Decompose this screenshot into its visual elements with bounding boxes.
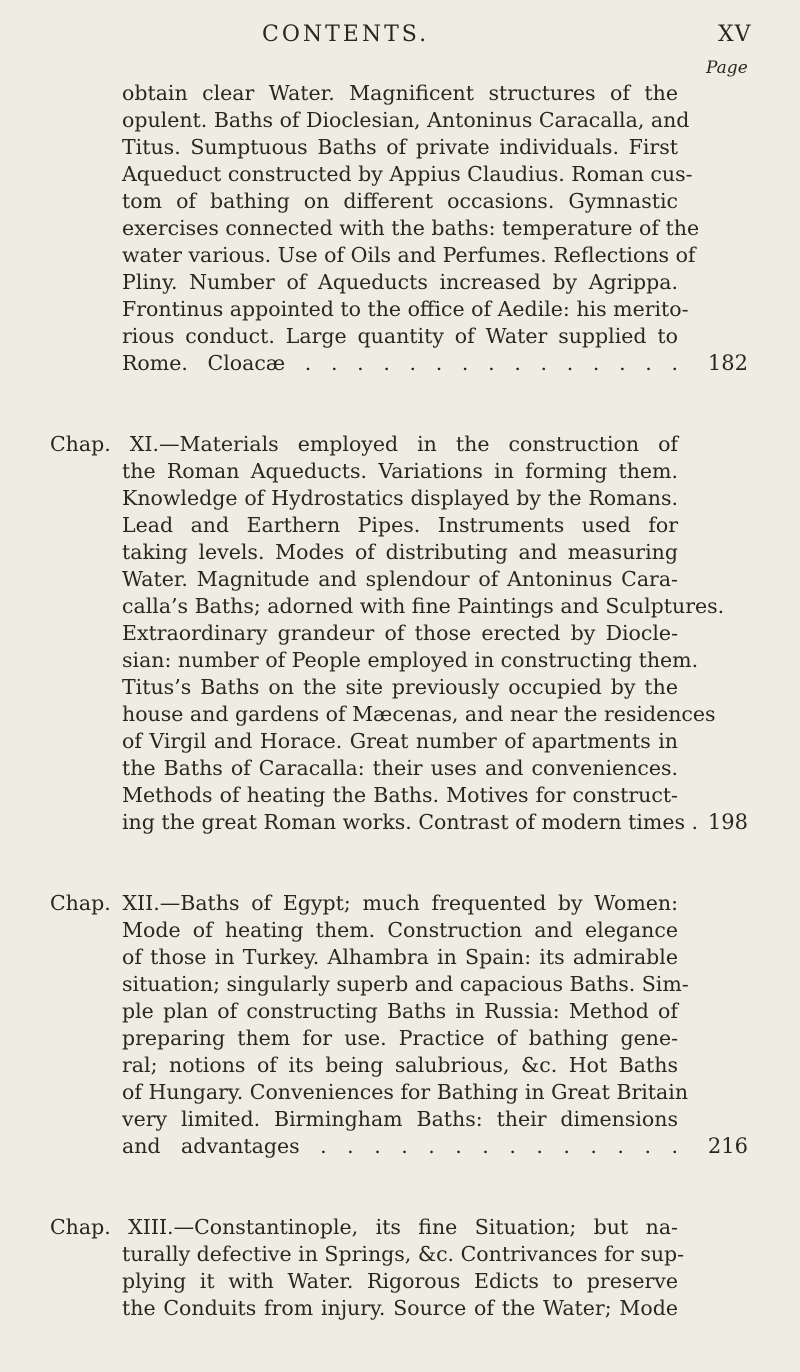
entry-line: the Baths of Caracalla: their uses and conveniences. <box>122 756 678 780</box>
entry-line: rious conduct. Large quantity of Water supplied to <box>122 324 678 348</box>
entry-line: of Virgil and Horace. Great number of apartments in <box>122 729 678 753</box>
entry-line: obtain clear Water. Magnificent structures of the <box>122 81 678 105</box>
running-head-page-number: XV <box>718 22 752 47</box>
entry-line: Pliny. Number of Aqueducts increased by Agrippa. <box>122 270 678 294</box>
entry-line: Chap. XII.—Baths of Egypt; much frequented by Women: <box>50 891 678 915</box>
entry-line: water various. Use of Oils and Perfumes. Reflections of <box>122 243 696 267</box>
entry-line: tom of bathing on different occasions. Gymnastic <box>122 189 678 213</box>
entry-line: Water. Magnitude and splendour of Antoninus Cara- <box>122 567 678 591</box>
entry-line: Mode of heating them. Construction and elegance <box>122 918 678 942</box>
running-head-title: CONTENTS. <box>262 22 430 47</box>
entry-page-number: 198 <box>707 810 748 834</box>
entry-line: the Roman Aqueducts. Variations in forming them. <box>122 459 678 483</box>
entry-line: opulent. Baths of Dioclesian, Antoninus Caracalla, and <box>122 108 690 132</box>
entry-line: sian: number of People employed in constructing them. <box>122 648 699 672</box>
entry-line: exercises connected with the baths: temperature of the <box>122 216 700 240</box>
entry-line: Chap. XI.—Materials employed in the construction of <box>50 432 678 456</box>
entry-line: of those in Turkey. Alhambra in Spain: its admirable <box>122 945 678 969</box>
entry-line: house and gardens of Mæcenas, and near the residences <box>122 702 716 726</box>
entry-line: Titus’s Baths on the site previously occupied by the <box>122 675 678 699</box>
entry-line: calla’s Baths; adorned with fine Paintings and Sculptures. <box>122 594 725 618</box>
entry-line: plying it with Water. Rigorous Edicts to preserve <box>122 1269 678 1293</box>
running-head <box>0 22 800 52</box>
entry-line: Extraordinary grandeur of those erected by Diocle- <box>122 621 678 645</box>
entry-line: Rome. Cloacæ . . . . . . . . . . . . . . . <box>122 351 678 375</box>
page-column-label: Page <box>706 58 748 78</box>
entry-line: Aqueduct constructed by Appius Claudius. Roman cus- <box>122 162 693 186</box>
entry-line: ing the great Roman works. Contrast of modern times . <box>122 810 699 834</box>
entry-page-number: 216 <box>707 1134 748 1158</box>
entry-line: Methods of heating the Baths. Motives for construct- <box>122 783 678 807</box>
entry-line: taking levels. Modes of distributing and measuring <box>122 540 678 564</box>
entry-line: Knowledge of Hydrostatics displayed by the Romans. <box>122 486 678 510</box>
entry-line: very limited. Birmingham Baths: their dimensions <box>122 1107 678 1131</box>
entry-line: the Conduits from injury. Source of the Water; Mode <box>122 1296 678 1320</box>
entry-line: Chap. XIII.—Constantinople, its fine Situation; but na- <box>50 1215 678 1239</box>
entry-line: situation; singularly superb and capacious Baths. Sim- <box>122 972 689 996</box>
entry-line: turally defective in Springs, &c. Contrivances for sup- <box>122 1242 685 1266</box>
entry-line: Frontinus appointed to the office of Aedile: his merito- <box>122 297 689 321</box>
entry-line: ral; notions of its being salubrious, &c. Hot Baths <box>122 1053 678 1077</box>
entry-line: and advantages . . . . . . . . . . . . . . <box>122 1134 678 1158</box>
entry-line: Titus. Sumptuous Baths of private individuals. First <box>122 135 678 159</box>
entry-line: of Hungary. Conveniences for Bathing in Great Britain <box>122 1080 689 1104</box>
entry-line: Lead and Earthern Pipes. Instruments used for <box>122 513 678 537</box>
entry-line: preparing them for use. Practice of bathing gene- <box>122 1026 678 1050</box>
entry-line: ple plan of constructing Baths in Russia: Method of <box>122 999 678 1023</box>
entry-page-number: 182 <box>707 351 748 375</box>
